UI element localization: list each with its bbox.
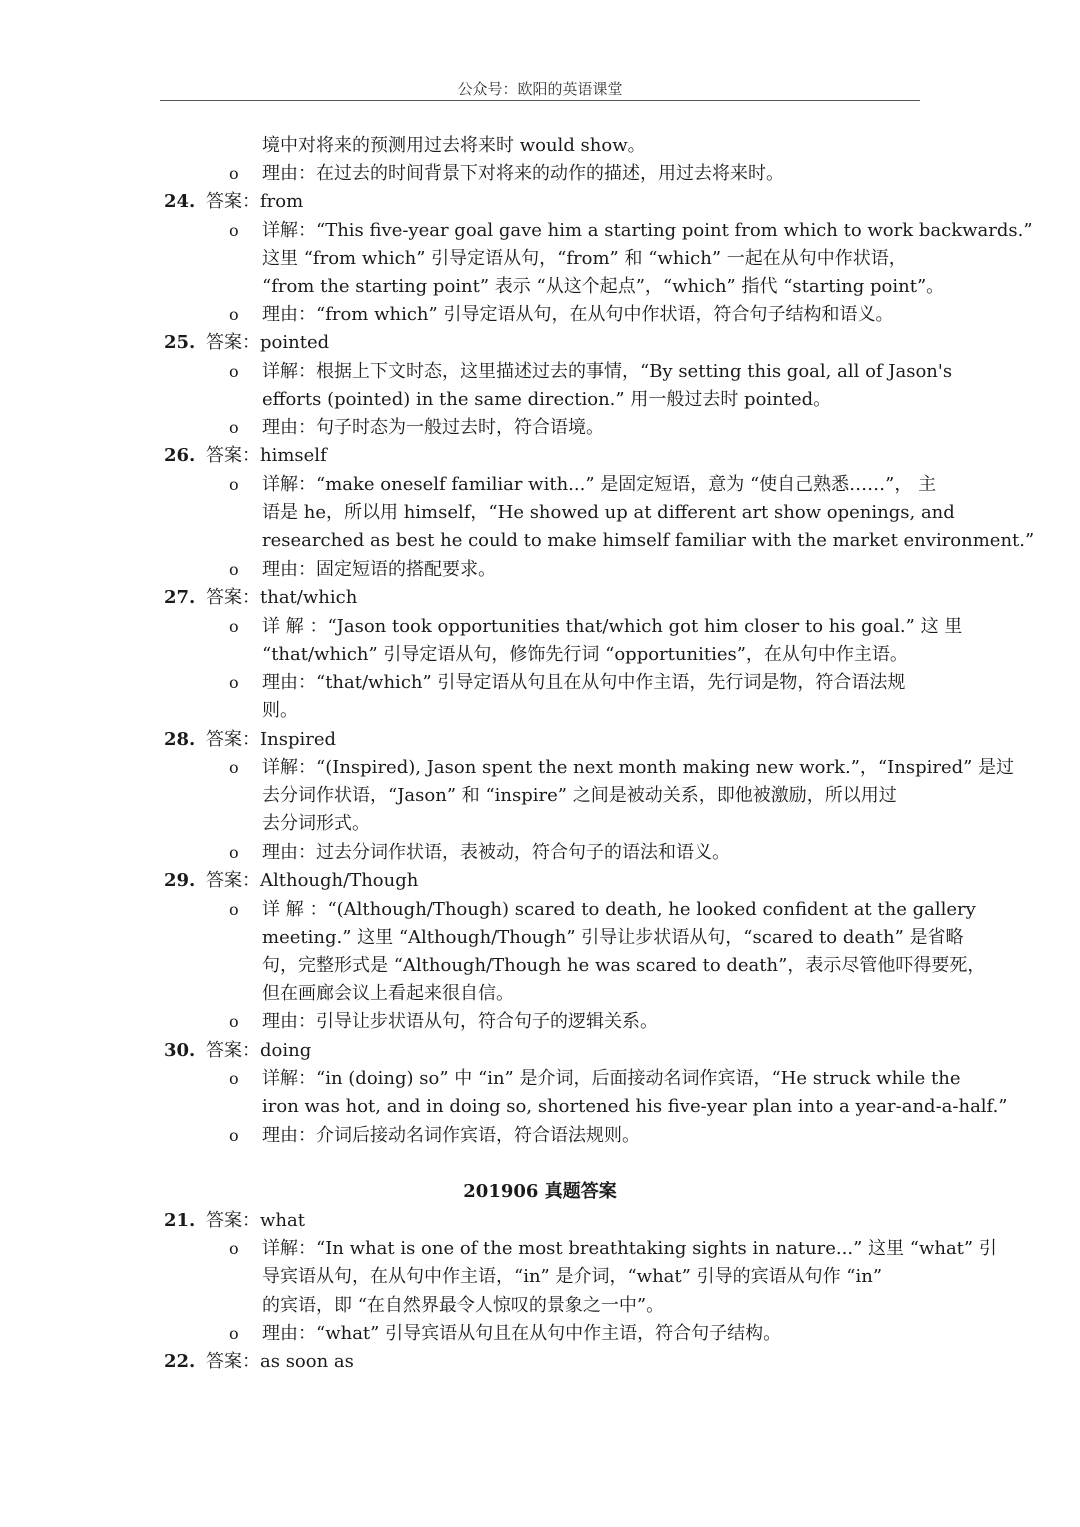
reason-text: 理由：引导让步状语从句，符合句子的逻辑关系。 (262, 1011, 658, 1032)
question-number: 25. (164, 332, 196, 353)
question-answer: 答案：doing (206, 1040, 312, 1061)
explanation-text: 详解：“This five-year goal gave him a starting point from which to work backwards.” (262, 220, 1033, 241)
reason-text: 理由：句子时态为一般过去时，符合语境。 (262, 417, 604, 438)
explanation-text: 去分词作状语，“Jason” 和 “inspire” 之间是被动关系，即他被激励，所以用过 (262, 785, 897, 806)
bullet-icon: o (229, 560, 239, 579)
bullet-icon: o (229, 221, 239, 240)
bullet-icon: o (229, 1126, 239, 1145)
explanation-text: 详解：“make oneself familiar with...” 是固定短语，意为 “使自己熟悉……”， 主 (262, 474, 937, 495)
explanation-text: 详 解 ：“Jason took opportunities that/which got him closer to his goal.” 这 里 (262, 616, 963, 637)
bullet-icon: o (229, 900, 239, 919)
explanation-text: 详解：“In what is one of the most breathtaking sights in nature...” 这里 “what” 引 (262, 1238, 997, 1259)
bullet-icon: o (229, 305, 239, 324)
reason-text: 理由：过去分词作状语，表被动，符合句子的语法和语义。 (262, 842, 730, 863)
bullet-icon: o (229, 418, 239, 437)
continuation-line: 境中对将来的预测用过去将来时 would show。 (262, 135, 646, 156)
question-number: 28. (164, 729, 196, 750)
explanation-text: 这里 “from which” 引导定语从句，“from” 和 “which” 一起在从句中作状语， (262, 248, 907, 269)
explanation-text: 详解：“(Inspired), Jason spent the next month making new work.”，“Inspired” 是过 (262, 757, 1015, 778)
question-answer: 答案：what (206, 1210, 305, 1231)
explanation-text: 导宾语从句，在从句中作主语，“in” 是介词，“what” 引导的宾语从句作 “in” (262, 1266, 883, 1287)
question-number: 22. (164, 1351, 196, 1372)
explanation-text: researched as best he could to make himself familiar with the market environment.” (262, 530, 1035, 551)
question-answer: 答案：that/which (206, 587, 358, 608)
reason-text: 理由：“what” 引导宾语从句且在从句中作主语，符合句子结构。 (262, 1323, 782, 1344)
reason-text: 理由：“that/which” 引导定语从句且在从句中作主语，先行词是物，符合语法规 (262, 672, 906, 693)
bullet-icon: o (229, 475, 239, 494)
reason-text: 理由：固定短语的搭配要求。 (262, 559, 496, 580)
bullet-icon: o (229, 1239, 239, 1258)
page-header-title: 公众号：欧阳的英语课堂 (457, 80, 623, 98)
explanation-text: 的宾语，即 “在自然界最令人惊叹的景象之一中”。 (262, 1295, 665, 1316)
question-answer: 答案：Inspired (206, 729, 336, 750)
question-number: 21. (164, 1210, 196, 1231)
reason-text: 理由：介词后接动名词作宾语，符合语法规则。 (262, 1125, 640, 1146)
explanation-text: 去分词形式。 (262, 813, 370, 834)
bullet-icon: o (229, 164, 239, 183)
reason-text: 理由：在过去的时间背景下对将来的动作的描述，用过去将来时。 (262, 163, 784, 184)
bullet-icon: o (229, 673, 239, 692)
bullet-icon: o (229, 362, 239, 381)
explanation-text: 语是 he，所以用 himself，“He showed up at different art show openings, and (262, 502, 955, 523)
reason-text: 理由：“from which” 引导定语从句，在从句中作状语，符合句子结构和语义。 (262, 304, 894, 325)
explanation-text: “that/which” 引导定语从句，修饰先行词 “opportunities”，在从句中作主语。 (262, 644, 908, 665)
explanation-text: 详 解 ：“(Although/Though) scared to death, he looked confident at the gallery (262, 899, 976, 920)
section-title: 201906 真题答案 (463, 1181, 617, 1202)
question-answer: 答案：himself (206, 445, 327, 466)
question-answer: 答案：as soon as (206, 1351, 354, 1372)
reason-text: 则。 (262, 700, 298, 721)
bullet-icon: o (229, 1324, 239, 1343)
question-number: 24. (164, 191, 196, 212)
explanation-text: 详解：根据上下文时态，这里描述过去的事情，“By setting this goal, all of Jason's (262, 361, 953, 382)
question-number: 27. (164, 587, 196, 608)
explanation-text: 但在画廊会议上看起来很自信。 (262, 983, 514, 1004)
explanation-text: “from the starting point” 表示 “从这个起点”，“which” 指代 “starting point”。 (262, 276, 945, 297)
bullet-icon: o (229, 843, 239, 862)
question-number: 30. (164, 1040, 196, 1061)
explanation-text: 详解：“in (doing) so” 中 “in” 是介词，后面接动名词作宾语，“He struck while the (262, 1068, 961, 1089)
question-number: 26. (164, 445, 196, 466)
explanation-text: efforts (pointed) in the same direction.” 用一般过去时 pointed。 (262, 389, 832, 410)
question-answer: 答案：from (206, 191, 304, 212)
bullet-icon: o (229, 1012, 239, 1031)
bullet-icon: o (229, 617, 239, 636)
header-divider (160, 100, 920, 101)
question-answer: 答案：Although/Though (206, 870, 419, 891)
bullet-icon: o (229, 1069, 239, 1088)
question-number: 29. (164, 870, 196, 891)
explanation-text: iron was hot, and in doing so, shortened his five-year plan into a year-and-a-half.” (262, 1096, 1008, 1117)
explanation-text: meeting.” 这里 “Although/Though” 引导让步状语从句，“scared to death” 是省略 (262, 927, 964, 948)
explanation-text: 句，完整形式是 “Although/Though he was scared to death”，表示尽管他吓得要死， (262, 955, 986, 976)
question-answer: 答案：pointed (206, 332, 330, 353)
bullet-icon: o (229, 758, 239, 777)
